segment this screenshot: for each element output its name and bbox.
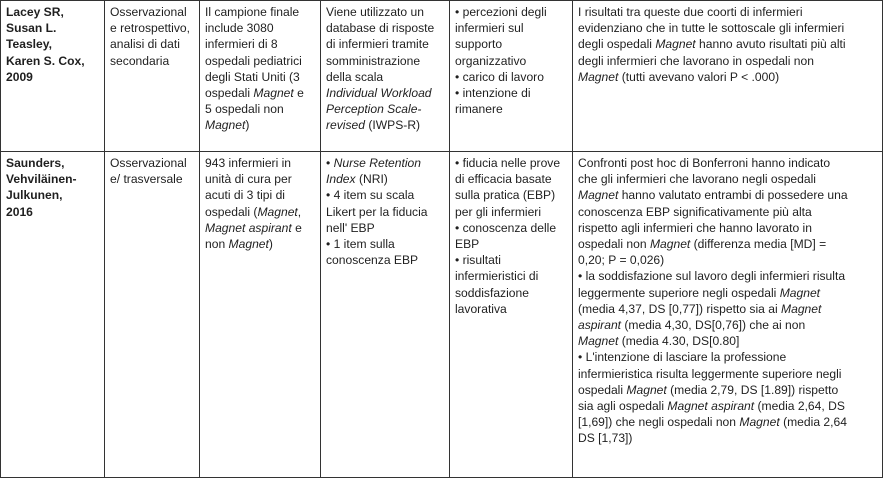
design-cell [105,1,200,152]
italic-text: Magnet aspirant [667,399,755,414]
italic-text: Magnet [578,188,619,203]
author-line: 2016 [6,204,33,219]
italic-text: Magnet [578,334,619,349]
design-line [110,53,195,69]
author-cell [1,1,105,152]
results-line [578,382,878,398]
text-run: sulla pratica (EBP) [455,188,556,203]
outcomes-line [455,155,568,171]
text-run: e/ trasversale [110,172,183,187]
outcomes-line [455,301,568,317]
author-cell [1,152,105,478]
text-run: • L'intenzione di lasciare la professione [578,350,787,365]
results-line [578,236,878,252]
table-row [1,1,883,152]
sample-line [205,53,316,69]
sample-line [205,117,316,133]
results-line [578,171,878,187]
text-run: di efficacia basate [455,172,552,187]
text-run: evidenziano che in tutte le sottoscale gli infermieri [578,21,845,36]
text-run: (tutti avevano valori P < .000) [618,69,780,84]
text-run: (media 4.30, DS[0.80] [618,334,740,349]
text-run: e retrospettivo, [110,21,190,36]
sample-line [205,155,316,171]
text-run: acuti di 3 tipi di [205,188,285,203]
results-line [578,414,878,430]
text-run: (media 4,37, DS [0,77]) rispetto sia ai [578,301,782,316]
text-run: degli infermieri che lavorano in ospedali non [578,53,814,68]
text-run: somministrazione [326,53,421,68]
tools-line [326,187,445,203]
text-run: degli Stati Uniti (3 [205,69,300,84]
text-run: degli ospedali [578,37,656,52]
tools-line [326,220,445,236]
results-line [578,301,878,317]
text-run: • 1 item sulla [326,237,395,252]
text-run: [1,69]) che negli ospedali non [578,415,740,430]
text-run: • 4 item su scala [326,188,415,203]
sample-line [205,220,316,236]
results-cell [573,152,883,478]
italic-text: Magnet [781,301,822,316]
results-line [578,53,878,69]
outcomes-line [455,285,568,301]
outcomes-line [455,204,568,220]
results-line [578,155,878,171]
text-run: rimanere [455,102,503,117]
design-line [110,36,195,52]
text-run: lavorativa [455,301,507,316]
text-run: Il campione finale [205,5,300,19]
text-run: della scala [326,69,384,84]
italic-text: Perception Scale- [326,102,422,117]
text-run: DS [1,73]) [578,431,633,446]
tools-line [326,236,445,252]
text-run: hanno valutato entrambi di possedere una [618,188,848,203]
tools-cell [321,152,450,478]
text-run: infermieri di 8 [205,37,278,52]
text-run: di infermieri tramite [326,37,429,52]
sample-cell [200,152,321,478]
table-row [1,152,883,478]
sample-line [205,101,316,117]
tools-line [326,101,445,117]
italic-text: Magnet [739,415,780,430]
italic-text: aspirant [578,318,622,333]
outcomes-line [455,36,568,52]
tools-line [326,252,445,268]
tools-line [326,85,445,101]
outcomes-line [455,171,568,187]
text-run: Confronti post hoc di Bonferroni hanno indicato [578,156,831,170]
text-run: 943 infermieri in [205,156,292,170]
text-run: • percezioni degli [455,5,547,19]
sample-line [205,85,316,101]
sample-line [205,4,316,20]
design-line [110,155,195,171]
outcomes-line [455,85,568,101]
outcomes-line [455,53,568,69]
italic-text: Magnet aspirant [205,220,292,235]
text-run: ) [268,237,273,252]
sample-line [205,171,316,187]
author-line: Susan L. [6,21,57,36]
tools-line [326,155,445,171]
text-run: unità di cura per [205,172,292,187]
sample-cell [200,1,321,152]
author-line: Julkunen, [6,188,63,203]
text-run: • fiducia nelle prove [455,156,561,170]
text-run: database di risposte [326,21,435,36]
text-run: • la soddisfazione sul lavoro degli infermieri risulta [578,269,846,284]
design-line [110,171,195,187]
results-line [578,4,878,20]
text-run: (differenza media [MD] = [690,237,827,252]
text-run: leggermente superiore negli ospedali [578,285,780,300]
text-run: analisi di dati [110,37,180,52]
text-run: (media 2,64 [779,415,847,430]
text-run: 5 ospedali non [205,102,284,117]
text-run: non [205,237,229,252]
author-line: Lacey SR, [6,5,64,19]
italic-text: revised [326,118,365,133]
results-line [578,20,878,36]
results-line [578,36,878,52]
text-run: organizzativo [455,53,527,68]
results-line [578,333,878,349]
text-run: rispetto agli infermieri che hanno lavorato in [578,220,812,235]
outcomes-line [455,101,568,117]
text-run: secondaria [110,53,170,68]
results-line [578,204,878,220]
outcomes-line [455,268,568,284]
tools-line [326,204,445,220]
outcomes-cell [450,152,573,478]
text-run: soddisfazione [455,285,529,300]
italic-text: Magnet [578,69,619,84]
results-line [578,69,878,85]
tools-line [326,4,445,20]
text-run: infermieri sul [455,21,524,36]
author-line: Vehviläinen- [6,172,77,187]
italic-text: Magnet [253,86,294,101]
italic-text: Magnet [228,237,269,252]
outcomes-line [455,252,568,268]
results-line [578,430,878,446]
text-run: (IWPS-R) [365,118,421,133]
tools-cell [321,1,450,152]
text-run: I risultati tra queste due coorti di infermieri [578,5,803,19]
text-run: Osservazional [110,5,187,19]
text-run: conoscenza EBP [326,253,419,268]
text-run: , [297,204,302,219]
author-line: Saunders, [6,156,65,170]
text-run: Viene utilizzato un [326,5,424,19]
sample-line [205,204,316,220]
design-line [110,20,195,36]
results-line [578,187,878,203]
text-run: include 3080 [205,21,274,36]
text-run: e [293,86,304,101]
results-line [578,317,878,333]
italic-text: Magnet [626,382,667,397]
outcomes-line [455,220,568,236]
sample-line [205,36,316,52]
text-run: ospedali [205,86,254,101]
sample-line [205,20,316,36]
italic-text: Nurse Retention [333,156,421,170]
italic-text: Magnet [257,204,298,219]
author-line: 2009 [6,69,33,84]
text-run: nell' EBP [326,220,375,235]
text-run: (media 4,30, DS[0,76]) che ai non [621,318,806,333]
text-run: EBP [455,237,480,252]
text-run: • [326,156,334,170]
design-cell [105,152,200,478]
text-run: infermieristica risulta leggermente superiore negli [578,366,842,381]
results-line [578,220,878,236]
sample-line [205,69,316,85]
text-run: (NRI) [355,172,388,187]
text-run: per gli infermieri [455,204,542,219]
text-run: infermieristici di [455,269,539,284]
text-run: • risultati [455,253,501,268]
tools-line [326,36,445,52]
outcomes-line [455,4,568,20]
tools-line [326,69,445,85]
italic-text: Magnet [779,285,821,300]
text-run: ospedali ( [205,204,258,219]
text-run: ospedali non [578,237,650,252]
text-run: hanno avuto risultati più alti [695,37,846,52]
author-line: Teasley, [6,37,52,52]
tools-line [326,53,445,69]
tools-line [326,117,445,133]
text-run: (media 2,79, DS [1.89]) rispetto [666,382,839,397]
sample-line [205,236,316,252]
text-run: (media 2,64, DS [754,399,845,414]
outcomes-cell [450,1,573,152]
text-run: e [291,220,302,235]
outcomes-line [455,236,568,252]
design-line [110,4,195,20]
author-line: Karen S. Cox, [6,53,85,68]
text-run: • conoscenza delle [455,220,557,235]
italic-text: Individual Workload [326,86,432,101]
text-run: ) [245,118,250,133]
text-run: supporto [455,37,503,52]
italic-text: Magnet [655,37,696,52]
italic-text: Magnet [649,237,691,252]
results-line [578,398,878,414]
outcomes-line [455,187,568,203]
italic-text: Index [326,172,356,187]
results-cell [573,1,883,152]
tools-line [326,171,445,187]
italic-text: Magnet [205,118,246,133]
text-run: 0,20; P = 0,026) [578,253,665,268]
results-line [578,268,878,284]
text-run: • intenzione di [455,86,531,101]
text-run: ospedali pediatrici [205,53,302,68]
results-line [578,366,878,382]
text-run: Likert per la fiducia [326,204,428,219]
text-run: sia agli ospedali [578,399,668,414]
outcomes-line [455,69,568,85]
text-run: che gli infermieri che lavorano negli ospedali [578,172,816,187]
results-line [578,349,878,365]
outcomes-line [455,20,568,36]
results-line [578,285,878,301]
text-run: ospedali [578,382,627,397]
sample-line [205,187,316,203]
text-run: Osservazional [110,156,187,170]
text-run: conoscenza EBP significativamente più alta [578,204,812,219]
results-line [578,252,878,268]
tools-line [326,20,445,36]
text-run: • carico di lavoro [455,69,544,84]
